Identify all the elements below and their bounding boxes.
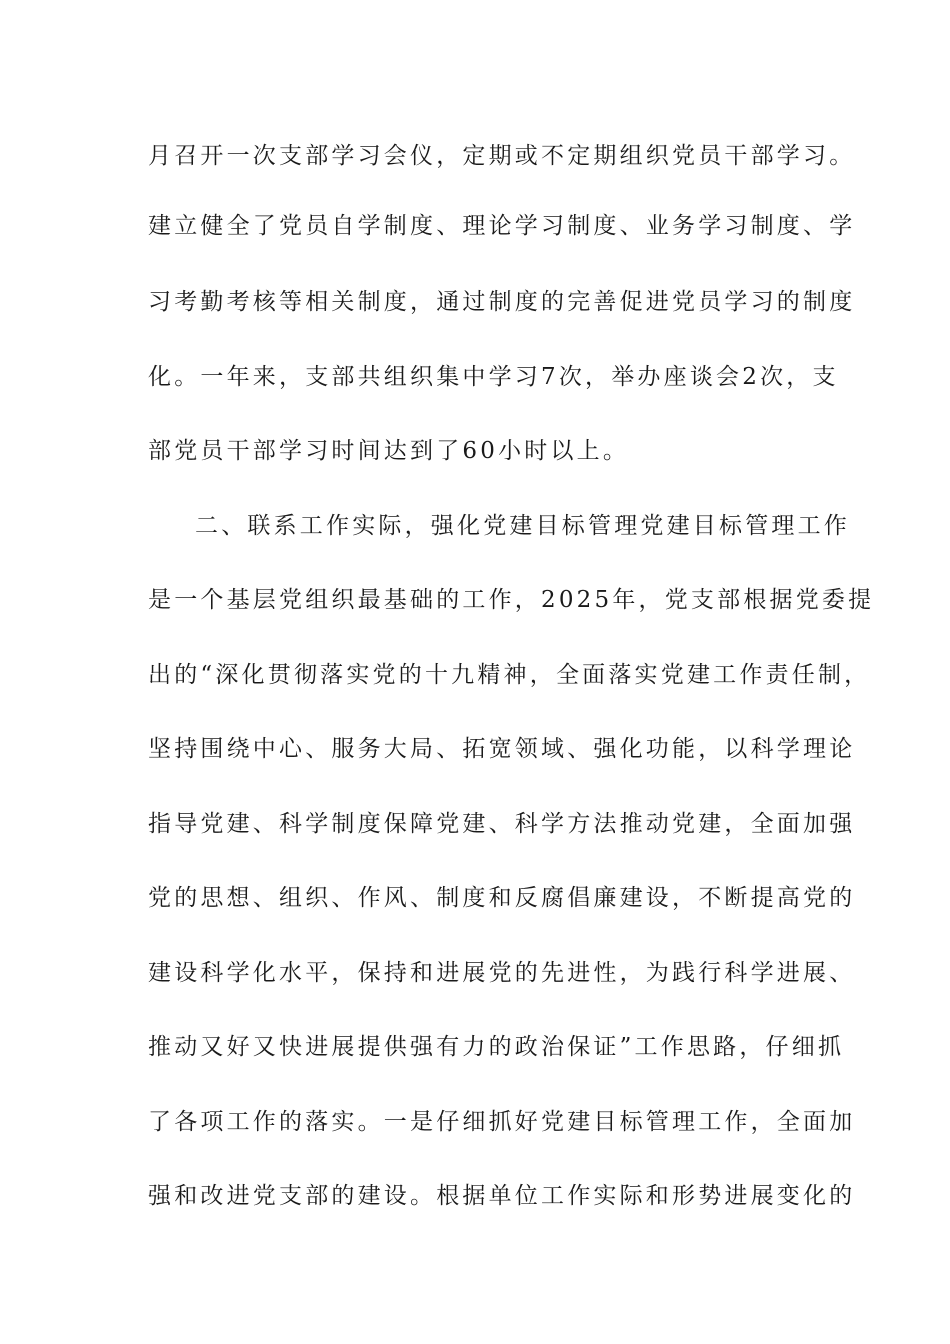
text-line: 指导党建、科学制度保障党建、科学方法推动党建，全面加强 — [148, 811, 856, 837]
text-line: 部党员干部学习时间达到了60小时以上。 — [148, 438, 630, 464]
text-line: 建设科学化水平，保持和进展党的先进性，为践行科学进展、 — [148, 960, 856, 986]
text-line: 出的“深化贯彻落实党的十九精神，全面落实党建工作责任制， — [148, 662, 871, 688]
text-line: 了各项工作的落实。一是仔细抓好党建目标管理工作，全面加 — [148, 1109, 856, 1135]
text-line: 是一个基层党组织最基础的工作，2025年，党支部根据党委提 — [148, 587, 875, 613]
text-line: 月召开一次支部学习会仪，定期或不定期组织党员干部学习。 — [148, 143, 856, 169]
text-line: 推动又好又快进展提供强有力的政治保证”工作思路，仔细抓 — [148, 1034, 845, 1060]
text-line: 习考勤考核等相关制度，通过制度的完善促进党员学习的制度 — [148, 289, 856, 315]
text-line: 强和改进党支部的建设。根据单位工作实际和形势进展变化的 — [148, 1183, 856, 1209]
text-line: 党的思想、组织、作风、制度和反腐倡廉建设，不断提高党的 — [148, 885, 856, 911]
section-heading-line: 二、联系工作实际，强化党建目标管理党建目标管理工作 — [195, 513, 850, 539]
text-line: 坚持围绕中心、服务大局、拓宽领域、强化功能，以科学理论 — [148, 736, 856, 762]
text-line: 建立健全了党员自学制度、理论学习制度、业务学习制度、学 — [148, 213, 856, 239]
text-line: 化。一年来，支部共组织集中学习7次，举办座谈会2次，支 — [148, 364, 839, 390]
